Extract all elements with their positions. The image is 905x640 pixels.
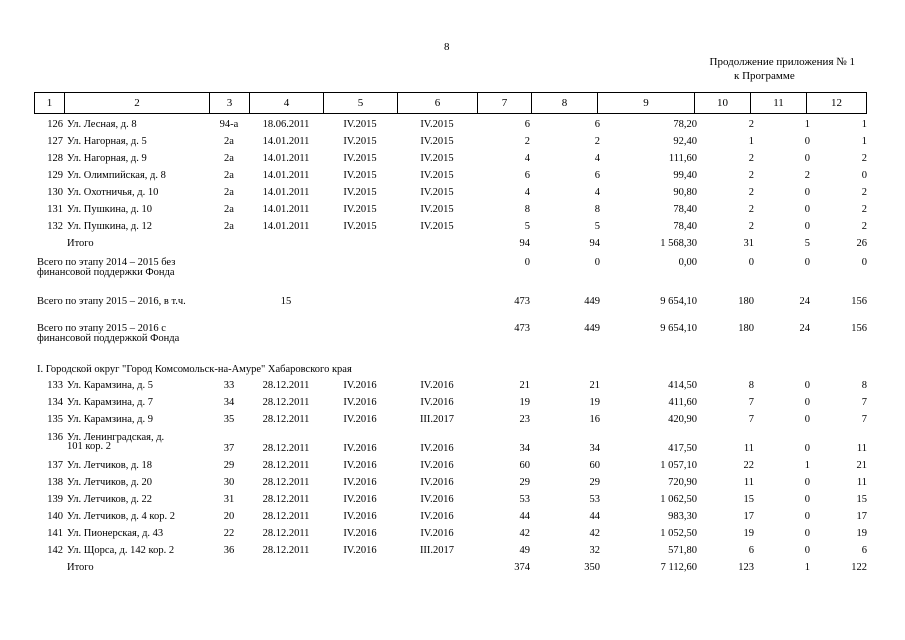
value-col-10: 6 [748, 545, 754, 556]
page-number: 8 [444, 41, 450, 53]
planned-date: IV.2016 [343, 414, 377, 425]
column-header-11: 11 [751, 93, 807, 114]
address: Ул. Карамзина, д. 5 [67, 380, 153, 391]
column-header-2: 2 [65, 93, 210, 114]
area-value: 414,50 [668, 380, 697, 391]
area-value: 78,40 [673, 221, 697, 232]
doc-date: 28.12.2011 [262, 511, 310, 522]
planned-date: IV.2015 [343, 204, 377, 215]
summary-col-7: 473 [514, 296, 530, 307]
value-col-12: 17 [856, 511, 867, 522]
value-col-8: 4 [594, 187, 600, 198]
table-row [0, 415, 905, 429]
value-col-12: 21 [856, 460, 867, 471]
row-number: 138 [47, 477, 63, 488]
value-col-8: 42 [589, 528, 600, 539]
planned-date: IV.2016 [343, 528, 377, 539]
table-row [0, 461, 905, 475]
value-col-10: 2 [748, 204, 754, 215]
area-value: 111,60 [668, 153, 697, 164]
value-col-10: 2 [748, 153, 754, 164]
row-number: 127 [47, 136, 63, 147]
address: Ул. Карамзина, д. 9 [67, 414, 153, 425]
address: Ул. Лесная, д. 8 [67, 119, 137, 130]
table-row [0, 433, 905, 457]
address: Ул. Щорса, д. 142 кор. 2 [67, 545, 175, 556]
address: Ул. Пушкина, д. 10 [67, 204, 152, 215]
doc-date: 28.12.2011 [262, 545, 310, 556]
total-col-12: 26 [856, 238, 867, 249]
area-value: 571,80 [668, 545, 697, 556]
doc-date: 28.12.2011 [262, 397, 310, 408]
area-value: 720,90 [668, 477, 697, 488]
value-col-11: 0 [804, 153, 810, 164]
total-label: Итого [67, 562, 94, 573]
doc-date: 18.06.2011 [262, 119, 310, 130]
value-col-11: 0 [804, 221, 810, 232]
row-number: 134 [47, 397, 63, 408]
value-col-12: 11 [856, 443, 867, 454]
value-col-8: 32 [589, 545, 600, 556]
summary-col-8: 449 [584, 323, 600, 334]
value-col-10: 8 [748, 380, 754, 391]
value-col-8: 53 [589, 494, 600, 505]
total-row [0, 563, 905, 577]
value-col-8: 16 [589, 414, 600, 425]
total-col-10: 123 [738, 562, 754, 573]
doc-number: 22 [223, 528, 235, 539]
total-label: Итого [67, 238, 94, 249]
area-value: 1 052,50 [660, 528, 697, 539]
planned-date: IV.2015 [343, 153, 377, 164]
area-value: 411,60 [668, 397, 697, 408]
value-col-7: 8 [524, 204, 530, 215]
doc-date: 14.01.2011 [262, 153, 310, 164]
summary-col-12: 156 [851, 296, 867, 307]
area-value: 78,20 [673, 119, 697, 130]
value-col-10: 22 [743, 460, 754, 471]
table-row [0, 495, 905, 509]
value-col-11: 0 [804, 477, 810, 488]
planned-date-end: IV.2016 [420, 494, 454, 505]
planned-date: IV.2016 [343, 460, 377, 471]
table-row [0, 120, 905, 134]
column-header-1: 1 [35, 93, 65, 114]
summary-col-10: 0 [748, 257, 754, 268]
row-number: 140 [47, 511, 63, 522]
summary-col-7: 0 [524, 257, 530, 268]
planned-date-end: III.2017 [419, 414, 455, 425]
doc-date: 14.01.2011 [262, 170, 310, 181]
planned-date-end: IV.2016 [420, 460, 454, 471]
value-col-7: 23 [519, 414, 530, 425]
doc-date: 28.12.2011 [262, 460, 310, 471]
doc-date: 28.12.2011 [262, 477, 310, 488]
address: Ул. Нагорная, д. 9 [67, 153, 147, 164]
value-col-7: 4 [524, 187, 530, 198]
doc-number: 94-а [219, 119, 239, 130]
row-number: 126 [47, 119, 63, 130]
value-col-7: 49 [519, 545, 530, 556]
summary-label: Всего по этапу 2015 – 2016 с финансовой поддержкой Фонда [37, 323, 180, 344]
total-area: 7 112,60 [660, 562, 697, 573]
summary-col-11: 24 [799, 296, 810, 307]
summary-house-count: 15 [280, 296, 292, 307]
value-col-11: 0 [804, 380, 810, 391]
summary-col-10: 180 [738, 323, 754, 334]
address: Ул. Пионерская, д. 43 [67, 528, 164, 539]
planned-date-end: IV.2015 [420, 204, 454, 215]
value-col-11: 2 [804, 170, 810, 181]
doc-number: 2а [224, 153, 234, 164]
section-title: I. Городской округ "Город Комсомольск-на-Амуре" Хабаровского края [37, 364, 352, 375]
row-number: 128 [47, 153, 63, 164]
doc-number: 29 [223, 460, 235, 471]
address: Ул. Олимпийская, д. 8 [67, 170, 166, 181]
stage-summary-row [0, 258, 905, 290]
address: Ул. Карамзина, д. 7 [67, 397, 153, 408]
column-header-7: 7 [478, 93, 532, 114]
value-col-11: 0 [804, 443, 810, 454]
value-col-7: 19 [519, 397, 530, 408]
doc-number: 2а [224, 221, 234, 232]
row-number: 139 [47, 494, 63, 505]
value-col-7: 29 [519, 477, 530, 488]
address: Ул. Летчиков, д. 22 [67, 494, 153, 505]
value-col-10: 2 [748, 187, 754, 198]
address: Ул. Летчиков, д. 18 [67, 460, 153, 471]
value-col-12: 8 [861, 380, 867, 391]
area-value: 1 062,50 [660, 494, 697, 505]
planned-date-end: IV.2015 [420, 170, 454, 181]
value-col-7: 6 [524, 170, 530, 181]
table-row [0, 512, 905, 526]
planned-date: IV.2016 [343, 494, 377, 505]
total-col-10: 31 [743, 238, 754, 249]
column-header-12: 12 [807, 93, 867, 114]
table-row [0, 478, 905, 492]
stage-summary-row [0, 297, 905, 319]
summary-col-7: 473 [514, 323, 530, 334]
column-header-6: 6 [398, 93, 478, 114]
value-col-8: 60 [589, 460, 600, 471]
value-col-10: 1 [748, 136, 754, 147]
summary-label: Всего по этапу 2014 – 2015 без финансовой поддержки Фонда [37, 257, 176, 278]
value-col-11: 0 [804, 187, 810, 198]
table-row [0, 546, 905, 560]
address: Ул. Ленинградская, д. 101 кор. 2 [67, 432, 165, 452]
planned-date: IV.2015 [343, 221, 377, 232]
value-col-7: 44 [519, 511, 530, 522]
column-header-8: 8 [532, 93, 598, 114]
planned-date-end: IV.2016 [420, 477, 454, 488]
value-col-7: 53 [519, 494, 530, 505]
value-col-12: 1 [861, 136, 867, 147]
value-col-8: 19 [589, 397, 600, 408]
address: Ул. Летчиков, д. 4 кор. 2 [67, 511, 175, 522]
value-col-7: 42 [519, 528, 530, 539]
area-value: 1 057,10 [660, 460, 697, 471]
value-col-12: 7 [861, 397, 867, 408]
value-col-8: 6 [594, 170, 600, 181]
area-value: 99,40 [673, 170, 697, 181]
planned-date: IV.2016 [343, 511, 377, 522]
doc-number: 2а [224, 170, 234, 181]
table-row [0, 529, 905, 543]
planned-date: IV.2016 [343, 397, 377, 408]
doc-date: 14.01.2011 [262, 221, 310, 232]
value-col-11: 0 [804, 136, 810, 147]
planned-date: IV.2015 [343, 119, 377, 130]
doc-date: 14.01.2011 [262, 187, 310, 198]
address: Ул. Летчиков, д. 20 [67, 477, 153, 488]
value-col-8: 44 [589, 511, 600, 522]
planned-date-end: IV.2016 [420, 443, 454, 454]
total-col-12: 122 [851, 562, 867, 573]
row-number: 132 [47, 221, 63, 232]
planned-date: IV.2015 [343, 136, 377, 147]
value-col-10: 15 [743, 494, 754, 505]
doc-date: 28.12.2011 [262, 494, 310, 505]
planned-date-end: IV.2016 [420, 397, 454, 408]
planned-date-end: IV.2015 [420, 187, 454, 198]
value-col-7: 60 [519, 460, 530, 471]
total-col-11: 1 [804, 562, 810, 573]
doc-date: 14.01.2011 [262, 136, 310, 147]
value-col-10: 11 [743, 443, 754, 454]
row-number: 135 [47, 414, 63, 425]
summary-label: Всего по этапу 2015 – 2016, в т.ч. [37, 296, 186, 307]
planned-date-end: IV.2015 [420, 221, 454, 232]
value-col-7: 21 [519, 380, 530, 391]
value-col-11: 0 [804, 545, 810, 556]
row-number: 136 [47, 432, 63, 443]
planned-date: IV.2016 [343, 545, 377, 556]
value-col-11: 0 [804, 414, 810, 425]
total-col-8: 94 [589, 238, 600, 249]
value-col-11: 0 [804, 511, 810, 522]
doc-number: 37 [223, 443, 235, 454]
planned-date-end: IV.2015 [420, 136, 454, 147]
value-col-7: 6 [524, 119, 530, 130]
planned-date: IV.2015 [343, 187, 377, 198]
area-value: 90,80 [673, 187, 697, 198]
table-row [0, 171, 905, 185]
doc-number: 31 [223, 494, 235, 505]
value-col-11: 0 [804, 494, 810, 505]
column-header-4: 4 [250, 93, 324, 114]
address: Ул. Пушкина, д. 12 [67, 221, 152, 232]
doc-number: 2а [224, 204, 234, 215]
column-header-5: 5 [324, 93, 398, 114]
table-row [0, 381, 905, 395]
total-area: 1 568,30 [660, 238, 697, 249]
address: Ул. Охотничья, д. 10 [67, 187, 159, 198]
summary-col-10: 180 [738, 296, 754, 307]
area-value: 420,90 [668, 414, 697, 425]
appendix-header-line2: к Программе [734, 70, 795, 82]
value-col-11: 0 [804, 528, 810, 539]
value-col-12: 11 [856, 477, 867, 488]
total-col-7: 374 [514, 562, 530, 573]
planned-date-end: IV.2016 [420, 511, 454, 522]
value-col-7: 34 [519, 443, 530, 454]
doc-number: 35 [223, 414, 235, 425]
table-row [0, 222, 905, 236]
value-col-12: 0 [861, 170, 867, 181]
planned-date-end: IV.2015 [420, 153, 454, 164]
planned-date: IV.2016 [343, 443, 377, 454]
value-col-12: 2 [861, 204, 867, 215]
value-col-8: 21 [589, 380, 600, 391]
row-number: 142 [47, 545, 63, 556]
doc-date: 28.12.2011 [262, 528, 310, 539]
value-col-11: 1 [804, 460, 810, 471]
doc-date: 28.12.2011 [262, 380, 310, 391]
planned-date: IV.2016 [343, 380, 377, 391]
value-col-10: 17 [743, 511, 754, 522]
value-col-7: 5 [524, 221, 530, 232]
value-col-10: 19 [743, 528, 754, 539]
value-col-10: 2 [748, 119, 754, 130]
value-col-8: 34 [589, 443, 600, 454]
row-number: 133 [47, 380, 63, 391]
value-col-10: 2 [748, 170, 754, 181]
planned-date: IV.2016 [343, 477, 377, 488]
summary-col-11: 24 [799, 323, 810, 334]
value-col-10: 11 [743, 477, 754, 488]
doc-number: 2а [224, 136, 234, 147]
stage-summary-row [0, 324, 905, 356]
summary-col-12: 0 [861, 257, 867, 268]
table-row [0, 205, 905, 219]
column-number-header [34, 92, 867, 114]
value-col-12: 2 [861, 187, 867, 198]
summary-col-8: 0 [594, 257, 600, 268]
value-col-8: 6 [594, 119, 600, 130]
table-row [0, 188, 905, 202]
value-col-7: 4 [524, 153, 530, 164]
value-col-8: 4 [594, 153, 600, 164]
row-number: 131 [47, 204, 63, 215]
value-col-12: 7 [861, 414, 867, 425]
total-col-11: 5 [804, 238, 810, 249]
row-number: 130 [47, 187, 63, 198]
value-col-7: 2 [524, 136, 530, 147]
table-row [0, 398, 905, 412]
table-row [0, 137, 905, 151]
summary-area: 9 654,10 [660, 296, 697, 307]
appendix-header-line1: Продолжение приложения № 1 [709, 56, 855, 68]
value-col-10: 7 [748, 414, 754, 425]
row-number: 141 [47, 528, 63, 539]
row-number: 137 [47, 460, 63, 471]
doc-number: 30 [223, 477, 235, 488]
row-number: 129 [47, 170, 63, 181]
address: Ул. Нагорная, д. 5 [67, 136, 147, 147]
value-col-11: 0 [804, 397, 810, 408]
value-col-10: 7 [748, 397, 754, 408]
total-row [0, 239, 905, 253]
doc-number: 20 [223, 511, 235, 522]
column-header-9: 9 [598, 93, 695, 114]
planned-date-end: IV.2015 [420, 119, 454, 130]
value-col-12: 19 [856, 528, 867, 539]
column-header-10: 10 [695, 93, 751, 114]
area-value: 983,30 [668, 511, 697, 522]
value-col-10: 2 [748, 221, 754, 232]
value-col-11: 1 [804, 119, 810, 130]
area-value: 92,40 [673, 136, 697, 147]
table-row [0, 154, 905, 168]
value-col-12: 2 [861, 153, 867, 164]
total-col-7: 94 [519, 238, 530, 249]
summary-col-11: 0 [804, 257, 810, 268]
planned-date-end: IV.2016 [420, 528, 454, 539]
summary-area: 9 654,10 [660, 323, 697, 334]
column-header-3: 3 [210, 93, 250, 114]
doc-date: 28.12.2011 [262, 414, 310, 425]
doc-number: 36 [223, 545, 235, 556]
value-col-12: 6 [861, 545, 867, 556]
value-col-12: 2 [861, 221, 867, 232]
value-col-11: 0 [804, 204, 810, 215]
planned-date-end: III.2017 [419, 545, 455, 556]
planned-date: IV.2015 [343, 170, 377, 181]
doc-date: 28.12.2011 [262, 443, 310, 454]
summary-col-12: 156 [851, 323, 867, 334]
value-col-8: 5 [594, 221, 600, 232]
doc-number: 34 [223, 397, 235, 408]
value-col-12: 15 [856, 494, 867, 505]
summary-area: 0,00 [678, 257, 697, 268]
doc-date: 14.01.2011 [262, 204, 310, 215]
value-col-8: 2 [594, 136, 600, 147]
planned-date-end: IV.2016 [420, 380, 454, 391]
value-col-8: 8 [594, 204, 600, 215]
value-col-8: 29 [589, 477, 600, 488]
summary-col-8: 449 [584, 296, 600, 307]
total-col-8: 350 [584, 562, 600, 573]
doc-number: 33 [223, 380, 235, 391]
area-value: 417,50 [668, 443, 697, 454]
doc-number: 2а [224, 187, 234, 198]
area-value: 78,40 [673, 204, 697, 215]
value-col-12: 1 [861, 119, 867, 130]
